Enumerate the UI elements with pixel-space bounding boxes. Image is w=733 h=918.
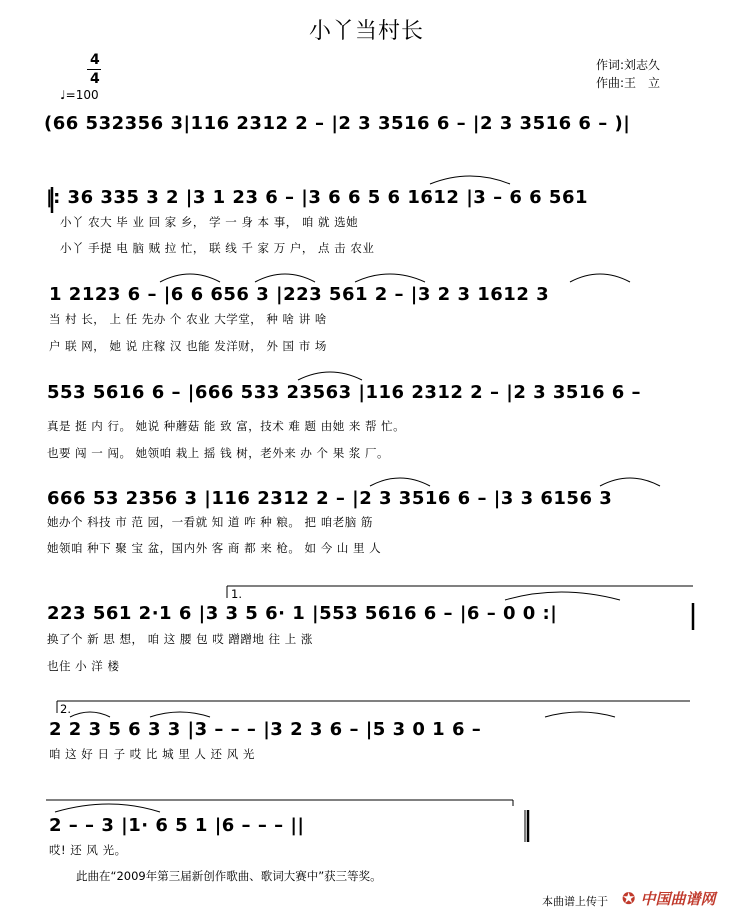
- lyrics-line-6a: 换了个 新 思 想， 咱 这 腰 包 哎 蹭蹭地 往 上 涨: [47, 632, 313, 646]
- slur-line-3d: [570, 274, 630, 282]
- lyrics-line-5b: 她领咱 种下 聚 宝 盆，国内外 客 商 都 来 枪。 如 今 山 里 人: [47, 541, 382, 555]
- staff-line-4: 553 5616 6 – |666 533 23563 |116 2312 2 – |2 3 3516 6 –: [47, 382, 642, 403]
- staff-line-5: 666 53 2356 3 |116 2312 2 – |2 3 3516 6 – |3 3 6156 3: [47, 488, 613, 509]
- slur-line-3b: [255, 274, 315, 282]
- volta-first-label: 1.: [231, 587, 242, 601]
- staff-line-6: 223 561 2·1 6 |3 3 5 6· 1 |553 5616 6 – |6 – 0 0 :|: [47, 603, 558, 624]
- composer-credit: 作曲:王 立: [596, 76, 661, 90]
- lyrics-line-6b: 也住 小 洋 楼: [47, 659, 120, 673]
- slur-line-7c: [545, 712, 615, 717]
- award-footnote: 此曲在“2009年第三届新创作歌曲、歌词大赛中”获三等奖。: [76, 869, 382, 883]
- lyrics-line-8a: 哎! 还 风 光。: [49, 843, 127, 857]
- staff-line-2: |: 36 335 3 2 |3 1 23 6 – |3 6 6 5 6 1612 |3 – 6 6 561: [46, 187, 588, 208]
- lyricist-credit: 作词:刘志久: [596, 58, 661, 72]
- logo-icon: ✪: [622, 889, 636, 908]
- lyrics-line-5a: 她办个 科技 市 范 园，一看就 知 道 咋 种 粮。 把 咱老脑 筋: [47, 515, 373, 529]
- staff-line-1: (66 532356 3|116 2312 2 – |2 3 3516 6 – |2 3 3516 6 – )|: [44, 113, 631, 134]
- lyrics-line-4b: 也要 闯 一 闯。 她领咱 栽上 摇 钱 树，老外来 办 个 果 浆 厂。: [47, 446, 390, 460]
- site-logo-text: 中国曲谱网: [640, 890, 716, 908]
- lyrics-line-7a: 咱 这 好 日 子 哎 比 城 里 人 还 风 光: [49, 747, 255, 761]
- slur-line-2: [430, 176, 510, 184]
- lyrics-line-3b: 户 联 网， 她 说 庄稼 汉 也能 发洋财， 外 国 市 场: [49, 339, 327, 353]
- lyrics-line-4a: 真是 挺 内 行。 她说 种蘑菇 能 致 富，技术 难 题 由她 来 帮 忙。: [47, 419, 406, 433]
- lyrics-line-3a: 当 村 长， 上 任 先办 个 农业 大学堂， 种 啥 讲 啥: [49, 312, 327, 326]
- slur-line-3a: [160, 274, 220, 282]
- time-signature-top: 4: [90, 52, 100, 68]
- time-signature-bottom: 4: [90, 71, 100, 87]
- slur-line-6: [505, 592, 620, 600]
- staff-line-3: 1 2123 6 – |6 6 656 3 |223 561 2 – |3 2 3 1612 3: [49, 284, 550, 305]
- slur-line-5a: [370, 478, 430, 486]
- slur-line-7a: [70, 712, 110, 717]
- staff-line-7: 2 2 3 5 6 3 3 |3 – – – |3 2 3 6 – |5 3 0 1 6 –: [49, 719, 482, 740]
- slur-line-8: [55, 804, 160, 812]
- slur-line-7b: [150, 712, 210, 717]
- slur-line-5b: [600, 478, 660, 486]
- song-title: 小丫当村长: [308, 19, 424, 44]
- slur-line-4: [298, 372, 362, 380]
- slur-line-3c: [355, 274, 425, 282]
- staff-line-8: 2 – – 3 |1· 6 5 1 |6 – – – ||: [49, 815, 305, 836]
- upload-note: 本曲谱上传于: [542, 895, 608, 908]
- volta-second-label: 2.: [60, 702, 71, 716]
- tempo-marking: ♩=100: [60, 88, 99, 102]
- lyrics-line-2b: 小丫 手提 电 脑 贼 拉 忙， 联 线 千 家 万 户， 点 击 农业: [60, 241, 375, 255]
- lyrics-line-2a: 小丫 农大 毕 业 回 家 乡， 学 一 身 本 事， 咱 就 选她: [60, 215, 359, 229]
